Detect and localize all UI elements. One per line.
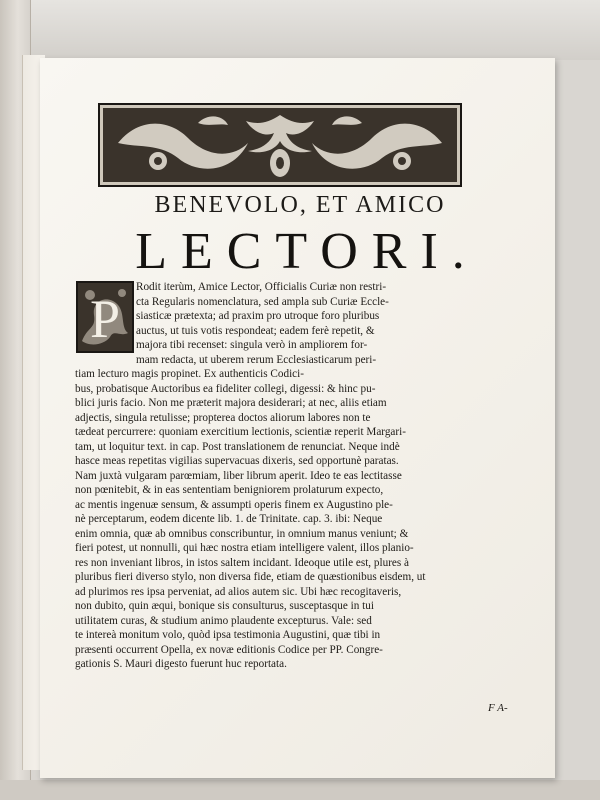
catchword-signature: F A- bbox=[488, 702, 508, 714]
woodcut-headpiece-ornament bbox=[98, 103, 462, 187]
text-line: te intereà monitum volo, quòd ipsa testimonia Augustini, quæ tibi in bbox=[75, 629, 381, 641]
heading-line-2: LECTORI. bbox=[135, 223, 479, 280]
paragraph-full-width-block bbox=[75, 367, 533, 672]
text-line: Rodit iterùm, Amice Lector, Officialis Curiæ non restri- bbox=[136, 281, 387, 293]
text-line: utilitatem curas, & studium animo plaudente excepturus. Vale: sed bbox=[75, 614, 372, 627]
background-bottom bbox=[0, 780, 600, 800]
background-top bbox=[0, 0, 600, 60]
text-line: ac mentis ingenuæ sensum, & assumpti operis finem ex Augustino ple- bbox=[75, 498, 393, 511]
text-line: cta Regularis nomenclatura, sed ampla sub Curiæ Eccle- bbox=[136, 295, 389, 308]
text-line: blici juris facio. Non me præterit majora desiderari; at nec, aliis etiam bbox=[75, 397, 387, 409]
text-line: non dubito, quin æqui, bonique sis consulturus, susceptasque in tui bbox=[75, 600, 374, 612]
text-line: pluribus fieri diverso stylo, non diversa fide, etiam de quæstionibus eisdem, ut bbox=[75, 571, 426, 583]
text-line: tædeat percurrere: quoniam exercitium lectionis, scientiæ reperit Margari- bbox=[75, 426, 406, 438]
text-line: ad plurimos res ipsa perveniat, ad alios autem sic. Ubi hæc recogitaveris, bbox=[75, 585, 402, 598]
text-line: nè perceptarum, eodem dicente lib. 1. de Trinitate. cap. 3. ibi: Neque bbox=[75, 513, 383, 525]
text-line: non pœnitebit, & in eas sententiam benigniorem prolaturum expecto, bbox=[75, 484, 384, 496]
text-line: tiam lecturo magis propinet. Ex authenticis Codici- bbox=[75, 368, 304, 380]
text-line: Nam juxtà vulgaram parœmiam, liber librum aperit. Ideo te eas lectitasse bbox=[75, 469, 402, 482]
text-line: auctus, ut tuis votis respondeat; eadem ferè repetit, & bbox=[136, 324, 375, 337]
text-line: adjectis, singula retulisse; propterea doctos aliorum labores non te bbox=[75, 411, 371, 424]
text-line: res non inveniant libros, in istos saltem incidant. Ideoque utile est, plures à bbox=[75, 556, 410, 569]
text-line: siasticæ prætexta; ad praxim pro utroque foro pluribus bbox=[136, 310, 380, 322]
decorated-initial-letter bbox=[76, 281, 134, 353]
text-line: gationis S. Mauri digesto fuerunt huc reportata. bbox=[75, 658, 287, 670]
text-line: mam redacta, ut uberem rerum Ecclesiasticarum peri- bbox=[136, 353, 377, 366]
heading-line-1: BENEVOLO, ET AMICO bbox=[154, 192, 446, 218]
text-line: hasce meas repetitas vigilias supervacuas dixeris, sed opportunè paratas. bbox=[75, 455, 399, 467]
text-line: præsenti occurrent Opella, ex novæ editionis Codice per PP. Congre- bbox=[75, 643, 383, 656]
text-line: tam, ut loquitur text. in cap. Post translationem de renunciat. Neque indè bbox=[75, 440, 400, 453]
text-line: enim omnia, quæ ab omnibus conscribuntur, in omnium manus veniunt; & bbox=[75, 527, 409, 540]
text-line: fieri potest, ut nonnulli, qui hæc nostra etiam intelligere valent, illos planio- bbox=[75, 542, 414, 554]
paragraph-indented-block bbox=[136, 280, 534, 367]
text-line: majora tibi recenset: singula verò in ampliorem for- bbox=[136, 339, 368, 351]
initial-letter-glyph: P bbox=[89, 289, 121, 349]
text-line: bus, probatisque Auctoribus ea fideliter collegi, digessi: & hinc pu- bbox=[75, 382, 376, 395]
